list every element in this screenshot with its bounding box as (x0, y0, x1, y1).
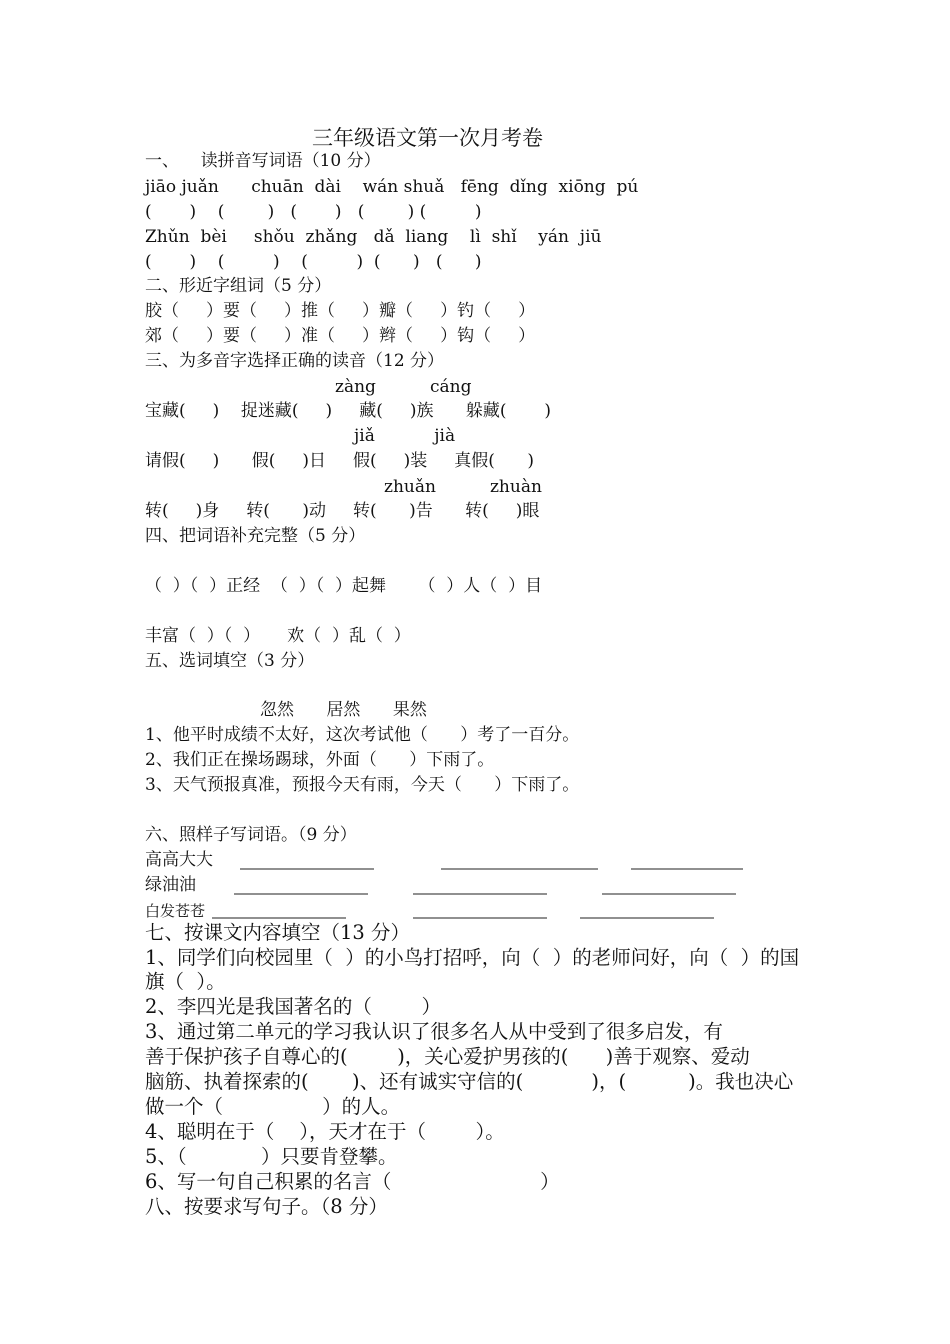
pinyin-row-2: Zhǔn bèi shǒu zhǎng dǎ liang lì shǐ yán jiū (145, 227, 602, 247)
section-7-heading: 七、按课文内容填空（13 分） (145, 921, 411, 944)
fill-question-2: 2、我们正在操场踢球，外面（ ）下雨了。 (145, 750, 495, 770)
section-3-heading: 三、为多音字选择正确的读音（12 分） (145, 351, 445, 371)
text-fill-1-line-2: 旗（ ）。 (145, 970, 226, 993)
example-word-3: 白发苍苍 (145, 902, 206, 920)
pinyin-options-zang: zàng cáng (335, 377, 472, 397)
similar-chars-row-1: 胶（ ）要（ ）推（ ）瓣（ ）钓（ ） (145, 301, 536, 321)
text-fill-3-line-3: 脑筋、执着探索的( )、还有诚实守信的( )，( )。我也决心 (145, 1070, 794, 1093)
fill-question-3: 3、天气预报真准，预报今天有雨，今天（ ）下雨了。 (145, 775, 580, 795)
text-fill-3-line-1: 3、通过第二单元的学习我认识了很多名人从中受到了很多启发，有 (145, 1020, 723, 1043)
section-5-heading: 五、选词填空（3 分） (145, 651, 315, 671)
example-word-2: 绿油油 (145, 875, 196, 895)
word-choices: 忽然 居然 果然 (260, 700, 427, 720)
text-fill-6: 6、写一句自己积累的名言（ ） (145, 1170, 560, 1193)
pinyin-row-1: jiāo juǎn chuān dài wán shuǎ fēng dǐng xiōng pú (145, 177, 639, 197)
polyphone-row-1: 宝藏( ) 捉迷藏( ) 藏( )族 躲藏( ) (145, 401, 551, 421)
section-2-heading: 二、形近字组词（5 分） (145, 276, 332, 296)
similar-chars-row-2: 郊（ ）要（ ）准（ ）辫（ ）钩（ ） (145, 326, 536, 346)
section-6-heading: 六、照样子写词语。（9 分） (145, 825, 357, 845)
section-1-heading: 一、 读拼音写词语（10 分） (145, 151, 381, 171)
polyphone-row-2: 请假( ) 假( )日 假( )装 真假( ) (145, 451, 534, 471)
answer-blanks-row-1: ( ) ( ) ( ) ( ) ( ) (145, 202, 482, 222)
polyphone-row-3: 转( )身 转( )动 转( )告 转( )眼 (145, 501, 540, 521)
section-4-heading: 四、把词语补充完整（5 分） (145, 526, 366, 546)
fill-question-1: 1、他平时成绩不太好，这次考试他（ ）考了一百分。 (145, 725, 580, 745)
idiom-row-2: 丰富（ ）（ ） 欢（ ）乱（ ） (145, 626, 411, 646)
pinyin-options-zhuan: zhuǎn zhuàn (384, 477, 542, 497)
answer-blanks-row-2: ( ) ( ) ( ) ( ) ( ) (145, 252, 482, 272)
example-word-1: 高高大大 (145, 850, 213, 870)
idiom-row-1: （ ）（ ）正经 （ ）（ ）起舞 （ ）人（ ）目 (145, 576, 543, 596)
pinyin-options-jia: jiǎ jià (354, 426, 456, 446)
text-fill-5: 5、（ ）只要肯登攀。 (145, 1145, 398, 1168)
text-fill-3-line-2: 善于保护孩子自尊心的( )，关心爱护男孩的( )善于观察、爱动 (145, 1045, 750, 1068)
page-title: 三年级语文第一次月考卷 (312, 126, 543, 150)
text-fill-4: 4、聪明在于（ ），天才在于（ ）。 (145, 1120, 505, 1143)
section-8-heading: 八、按要求写句子。（8 分） (145, 1195, 388, 1218)
text-fill-2: 2、李四光是我国著名的（ ） (145, 995, 441, 1018)
text-fill-3-line-4: 做一个（ ）的人。 (145, 1095, 401, 1118)
text-fill-1-line-1: 1、同学们向校园里（ ）的小鸟打招呼，向（ ）的老师问好，向（ ）的国 (145, 946, 800, 969)
